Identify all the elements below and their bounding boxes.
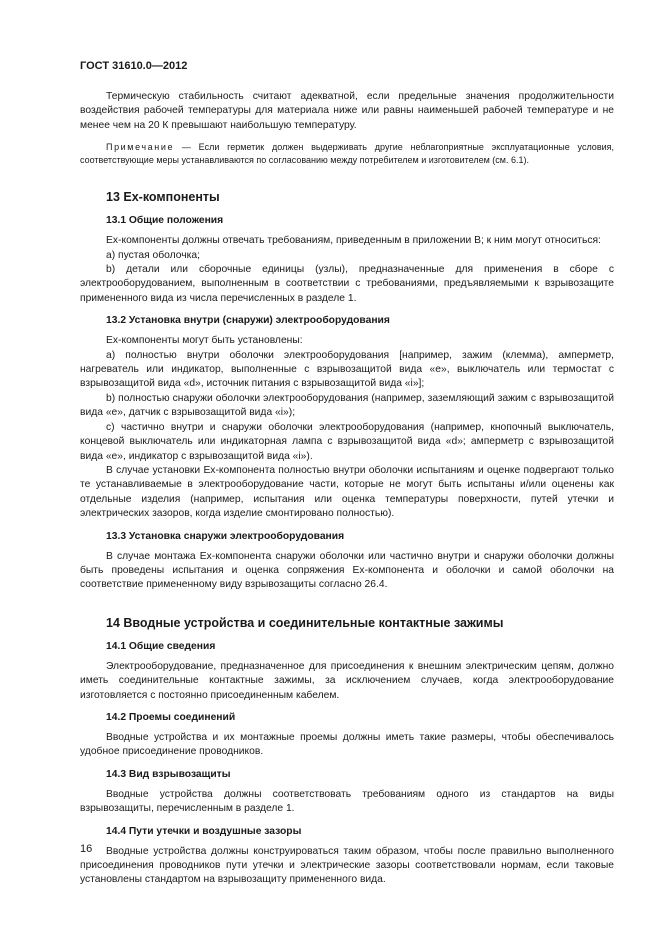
paragraph: В случае монтажа Ex-компонента снаружи оболочки или частично внутри и снаружи оболочки должны быть проведены испытания и оценка сопряжения Ex-компонента и оболочки и самой оболочки на соответствие примененному виду взрывозащиты согласно 26.4. (80, 550, 614, 591)
subsection-13-1-title: 13.1 Общие положения (106, 215, 224, 227)
list-item: а) пустая оболочка; (106, 249, 200, 261)
paragraph: Термическую стабильность считают адекватной, если предельные значения продолжительности воздействия рабочей температуры для материала ниже или равны наименьшей рабочей температуре и не менее чем на 20 К превышают наибольшую температуру. (80, 91, 614, 131)
page-number: 16 (80, 843, 93, 855)
subsection-14-1-title: 14.1 Общие сведения (106, 640, 216, 652)
note (80, 141, 614, 167)
list-item: b) детали или сборочные единицы (узлы), предназначенные для применения в сборе с электрооборудованием, выполненным в соответствии с требованиями, предъявляемыми к взрывозащите примененного вида из числа перечисленных в разделе 1. (80, 264, 614, 304)
note-label: Примечание (106, 142, 175, 153)
paragraph: Ex-компоненты должны отвечать требованиям, приведенным в приложении В; к ним могут относиться: (106, 235, 601, 247)
subsection-14-4-title: 14.4 Пути утечки и воздушные зазоры (106, 825, 302, 837)
paragraph: В случае установки Ex-компонента полностью внутри оболочки испытаниям и оценке подвергают только те устанавливаемые в электрооборудование части, которые не могут быть испытаны и/или оценены как отдельные изделия (например, испытания или оценка температуры поверхности, путей утечки и электрических зазоров, когда изделие смонтировано полностью). (80, 464, 614, 520)
paragraph: Электрооборудование, предназначенное для присоединения к внешним электрическим цепям, должно иметь соединительные контактные зажимы, за исключением случаев, когда электрооборудование изготовляется с постоянно присоединенным кабелем. (80, 660, 614, 701)
subsection-14-2-title: 14.2 Проемы соединений (106, 711, 236, 723)
paragraph: Вводные устройства и их монтажные проемы должны иметь такие размеры, чтобы обеспечивалось удобное присоединение проводников. (80, 731, 614, 758)
list-item: с) частично внутри и снаружи оболочки электрооборудования (например, кнопочный выключатель, концевой выключатель или индикаторная лампа с взрывозащитой вида «d»; амперметр с взрывозащитой вида «е», индикатор с взрывозащитой вида «i»). (80, 421, 614, 462)
list-item: а) полностью внутри оболочки электрооборудования [например, зажим (клемма), амперметр, нагреватель или индикатор, выполненные с взрывозащитой вида «е», выключатель или термостат с взрывозащитой вида «d», источник питания с взрывозащитой вида «i»]; (80, 349, 614, 390)
subsection-13-2-title: 13.2 Установка внутри (снаружи) электрооборудования (106, 315, 390, 327)
document-body (80, 90, 614, 888)
subsection-13-3-title: 13.3 Установка снаружи электрооборудования (106, 530, 345, 542)
paragraph: Вводные устройства должны конструироваться таким образом, чтобы после правильно выполненного присоединения проводников пути утечки и электрические зазоры соответствовали нормам, если таковые установлены стандартом на взрывозащиту примененного вида. (80, 845, 614, 886)
section-13-title: 13 Ex-компоненты (106, 190, 220, 205)
subsection-14-3-title: 14.3 Вид взрывозащиты (106, 768, 231, 780)
list-item: b) полностью снаружи оболочки электрооборудования (например, заземляющий зажим с взрывозащитой вида «е», датчик с взрывозащитой вида «i»); (80, 392, 614, 419)
paragraph: Вводные устройства должны соответствовать требованиям одного из стандартов на виды взрывозащиты, перечисленным в разделе 1. (80, 788, 614, 815)
document-header: ГОСТ 31610.0—2012 (80, 60, 188, 72)
note-text: — Если герметик должен выдерживать другие неблагоприятные эксплуатационные условия, соответствующие меры устанавливаются по согласованию между потребителем и изготовителем (см. 6.1). (80, 142, 614, 166)
section-14-title: 14 Вводные устройства и соединительные контактные зажимы (106, 615, 504, 630)
paragraph: Ex-компоненты могут быть установлены: (106, 335, 303, 347)
